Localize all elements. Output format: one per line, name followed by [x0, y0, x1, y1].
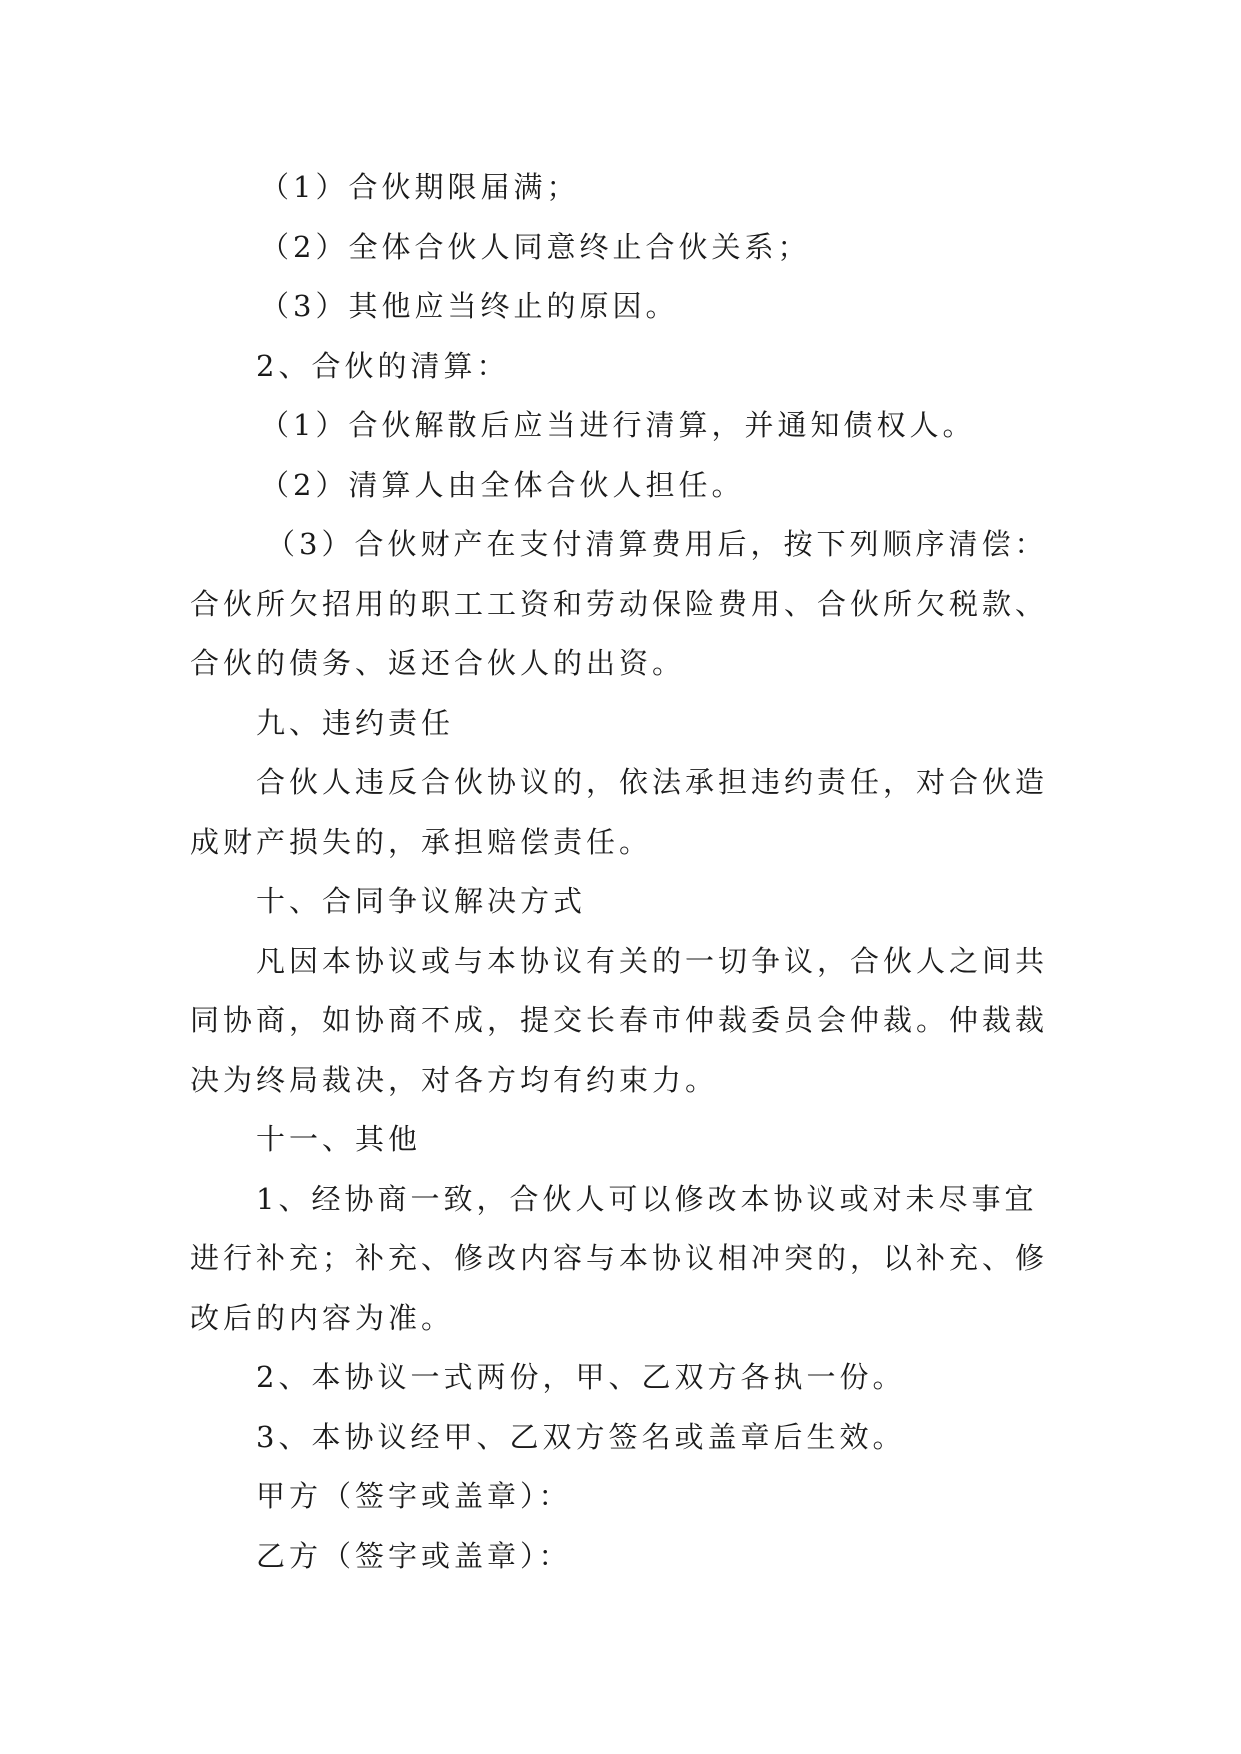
- section-nine-heading: 九、违约责任: [256, 705, 455, 740]
- section-eleven-item-2: 2、本协议一式两份，甲、乙双方各执一份。: [256, 1360, 906, 1394]
- section-eleven-item-1: 1、经协商一致，合伙人可以修改本协议或对未尽事宜进行补充；补充、修改内容与本协议相冲突的，以补充、修改后的内容为准。: [190, 1181, 1049, 1335]
- section-eleven-heading: 十一、其他: [256, 1122, 422, 1156]
- document-body: [190, 158, 1070, 1586]
- clause-liquidation-item-3: （3）合伙财产在支付清算费用后，按下列顺序清偿：合伙所欠招用的职工工资和劳动保险费用、合伙所欠税款、合伙的债务、返还合伙人的出资。: [190, 527, 1049, 680]
- section-ten-heading: 十、合同争议解决方式: [256, 884, 587, 918]
- section-nine-body: 合伙人违反合伙协议的，依法承担违约责任，对合伙造成财产损失的，承担赔偿责任。: [190, 765, 1049, 859]
- clause-liquidation-item-1: （1）合伙解散后应当进行清算，并通知债权人。: [260, 408, 976, 442]
- section-ten-body: 凡因本协议或与本协议有关的一切争议，合伙人之间共同协商，如协商不成，提交长春市仲裁委员会仲裁。仲裁裁决为终局裁决，对各方均有约束力。: [190, 943, 1049, 1097]
- clause-termination-item-1: （1）合伙期限届满；: [260, 170, 580, 204]
- clause-liquidation-heading: 2、合伙的清算：: [256, 348, 510, 383]
- clause-termination-item-2: （2）全体合伙人同意终止合伙关系；: [260, 229, 811, 264]
- clause-termination-item-3: （3）其他应当终止的原因。: [260, 289, 679, 323]
- section-eleven-item-3: 3、本协议经甲、乙双方签名或盖章后生效。: [256, 1419, 906, 1454]
- party-b-signature-line: 乙方（签字或盖章）：: [256, 1538, 572, 1573]
- party-a-signature-line: 甲方（签字或盖章）：: [256, 1479, 572, 1513]
- clause-liquidation-item-2: （2）清算人由全体合伙人担任。: [260, 467, 745, 502]
